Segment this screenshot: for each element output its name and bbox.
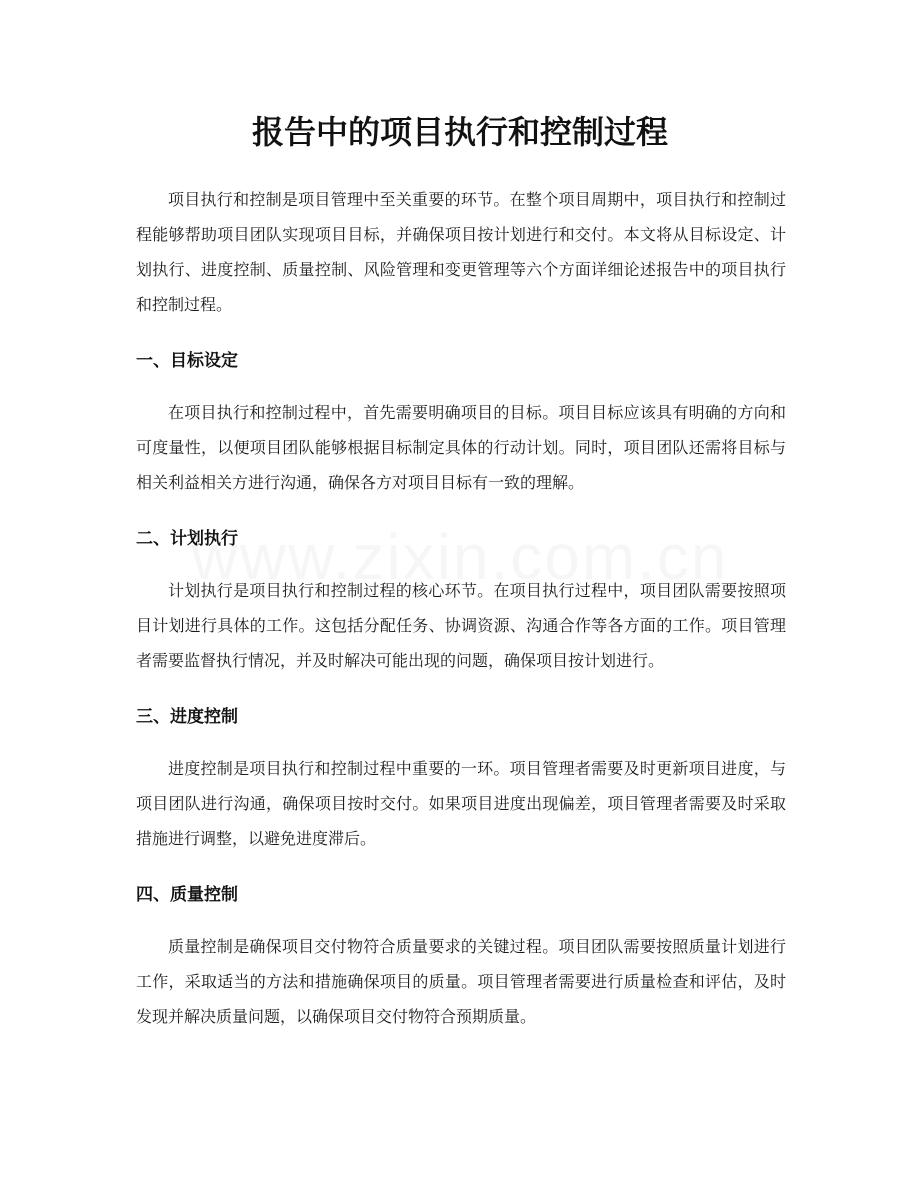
section-heading-quality-control: 四、质量控制	[136, 885, 238, 905]
intro-paragraph: 项目执行和控制是项目管理中至关重要的环节。在整个项目周期中，项目执行和控制过程能够帮助项目团队实现项目目标，并确保项目按计划进行和交付。本文将从目标设定、计划执行、进度控制、质量控制、风险管理和变更管理等六个方面详细论述报告中的项目执行和控制过程。	[136, 190, 786, 314]
section-paragraph-schedule-control: 进度控制是项目执行和控制过程中重要的一环。项目管理者需要及时更新项目进度，与项目团队进行沟通，确保项目按时交付。如果项目进度出现偏差，项目管理者需要及时采取措施进行调整，以避免进度滞后。	[136, 759, 786, 848]
section-heading-goal-setting: 一、目标设定	[136, 351, 238, 371]
section-paragraph-quality-control: 质量控制是确保项目交付物符合质量要求的关键过程。项目团队需要按照质量计划进行工作，采取适当的方法和措施确保项目的质量。项目管理者需要进行质量检查和评估，及时发现并解决质量问题，以确保项目交付物符合预期质量。	[136, 937, 786, 1026]
section-heading-schedule-control: 三、进度控制	[136, 707, 238, 727]
section-heading-plan-execution: 二、计划执行	[136, 529, 238, 549]
section-paragraph-plan-execution: 计划执行是项目执行和控制过程的核心环节。在项目执行过程中，项目团队需要按照项目计划进行具体的工作。这包括分配任务、协调资源、沟通合作等各方面的工作。项目管理者需要监督执行情况，并及时解决可能出现的问题，确保项目按计划进行。	[136, 581, 786, 670]
page-title: 报告中的项目执行和控制过程	[251, 113, 668, 151]
document-body	[136, 182, 786, 1034]
section-paragraph-goal-setting: 在项目执行和控制过程中，首先需要明确项目的目标。项目目标应该具有明确的方向和可度量性，以便项目团队能够根据目标制定具体的行动计划。同时，项目团队还需将目标与相关利益相关方进行沟通，确保各方对项目目标有一致的理解。	[136, 403, 786, 492]
